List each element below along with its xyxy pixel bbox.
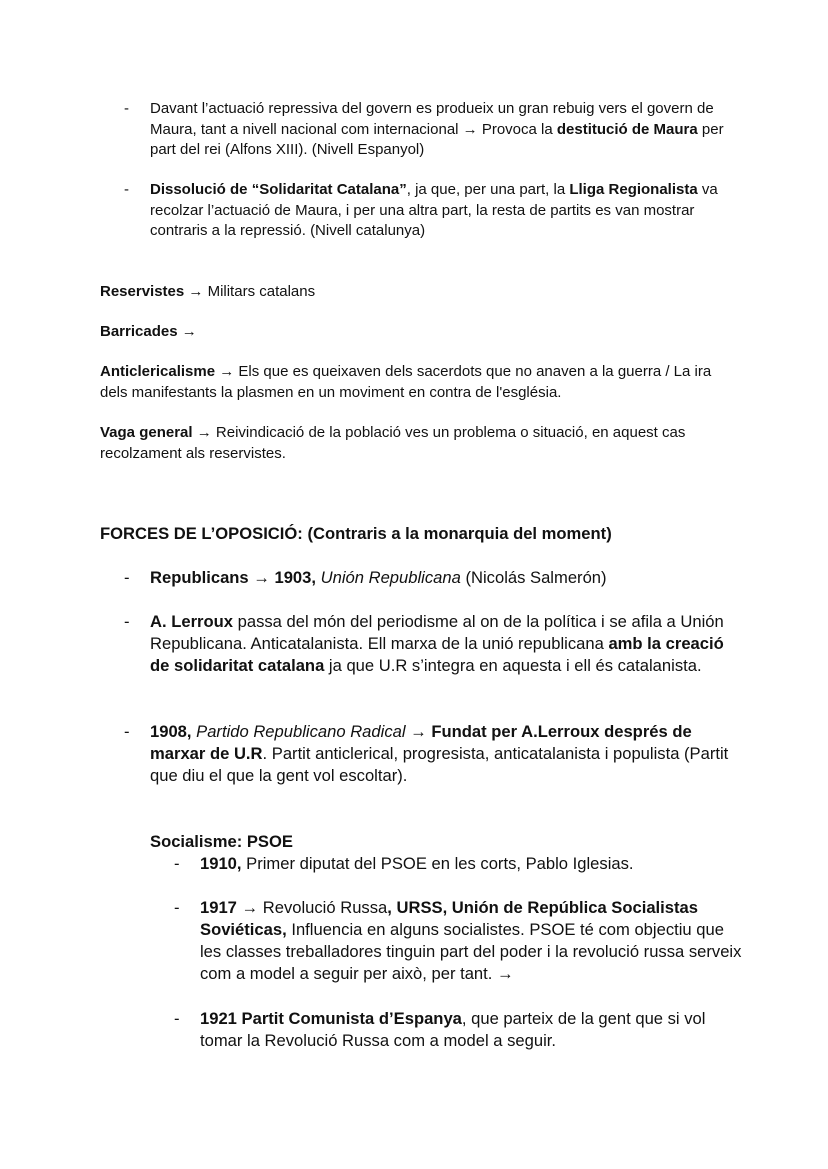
list-item-text: 1921 Partit Comunista d’Espanya, que parteix de la gent que si vol tomar la Revolució Russa com a model a seguir. xyxy=(200,1009,706,1050)
definition-vaga-general: Vaga general → Reivindicació de la població ves un problema o situació, en aquest cas recolzament als reservistes. xyxy=(100,424,686,462)
list-item xyxy=(124,99,740,161)
bullet-dash: - xyxy=(174,898,180,917)
bullet-dash: - xyxy=(124,612,130,631)
list-item-text: 1910, Primer diputat del PSOE en les corts, Pablo Iglesias. xyxy=(200,854,634,873)
list-item xyxy=(124,567,750,589)
definition-anticlericalisme: Anticlericalisme → Els que es queixaven dels sacerdots que no anaven a la guerra / La ira dels manifestants la plasmen en un moviment en contra de l'església. xyxy=(100,363,712,401)
list-item xyxy=(174,1008,745,1052)
bullet-dash: - xyxy=(124,722,130,741)
list-item xyxy=(124,721,740,787)
bullet-dash: - xyxy=(174,854,180,873)
list-item-text: Dissolució de “Solidaritat Catalana”, ja que, per una part, la Lliga Regionalista va recolzar l’actuació de Maura, i per una altra part, la resta de partits es van mostrar contraris a la repressió. (Nivell catalunya) xyxy=(150,181,718,239)
bullet-dash: - xyxy=(124,568,130,587)
bullet-dash: - xyxy=(124,181,129,198)
list-item xyxy=(124,611,740,677)
list-item-text: A. Lerroux passa del món del periodisme al on de la política i se afila a Unión Republicana. Anticatalanista. Ell marxa de la unió republicana amb la creació de solidaritat catalana ja que U.R s’integra en aquesta i ell és catalanista. xyxy=(150,612,724,675)
bullet-dash: - xyxy=(124,100,129,117)
list-item xyxy=(124,180,740,242)
list-item-text: Republicans → 1903, Unión Republicana (Nicolás Salmerón) xyxy=(150,568,607,587)
section-heading-socialisme: Socialisme: PSOE xyxy=(150,832,293,851)
definition-reservistes: Reservistes → Militars catalans xyxy=(100,283,316,300)
list-item-text: Davant l’actuació repressiva del govern es produeix un gran rebuig vers el govern de Maura, tant a nivell nacional com internacional → Provoca la destitució de Maura per part del rei (Alfons XIII). (Nivell Espanyol) xyxy=(150,100,724,158)
list-item-text: 1908, Partido Republicano Radical → Fundat per A.Lerroux després de marxar de U.R. Partit anticlerical, progresista, anticatalanista i populista (Partit que diu el que la gent vol escoltar). xyxy=(150,722,729,785)
definition-barricades: Barricades → xyxy=(100,323,197,340)
section-heading-forces: FORCES DE L’OPOSICIÓ: (Contraris a la monarquia del moment) xyxy=(100,524,612,543)
list-item xyxy=(174,897,745,985)
list-item xyxy=(174,853,750,875)
bullet-dash: - xyxy=(174,1009,180,1028)
list-item-text: 1917 → Revolució Russa, URSS, Unión de República Socialistas Soviéticas, Influencia en alguns socialistes. PSOE té com objectiu que les classes treballadores tinguin part del poder i la revolució russa serveix com a model a seguir per això, per tant. → xyxy=(200,898,742,983)
